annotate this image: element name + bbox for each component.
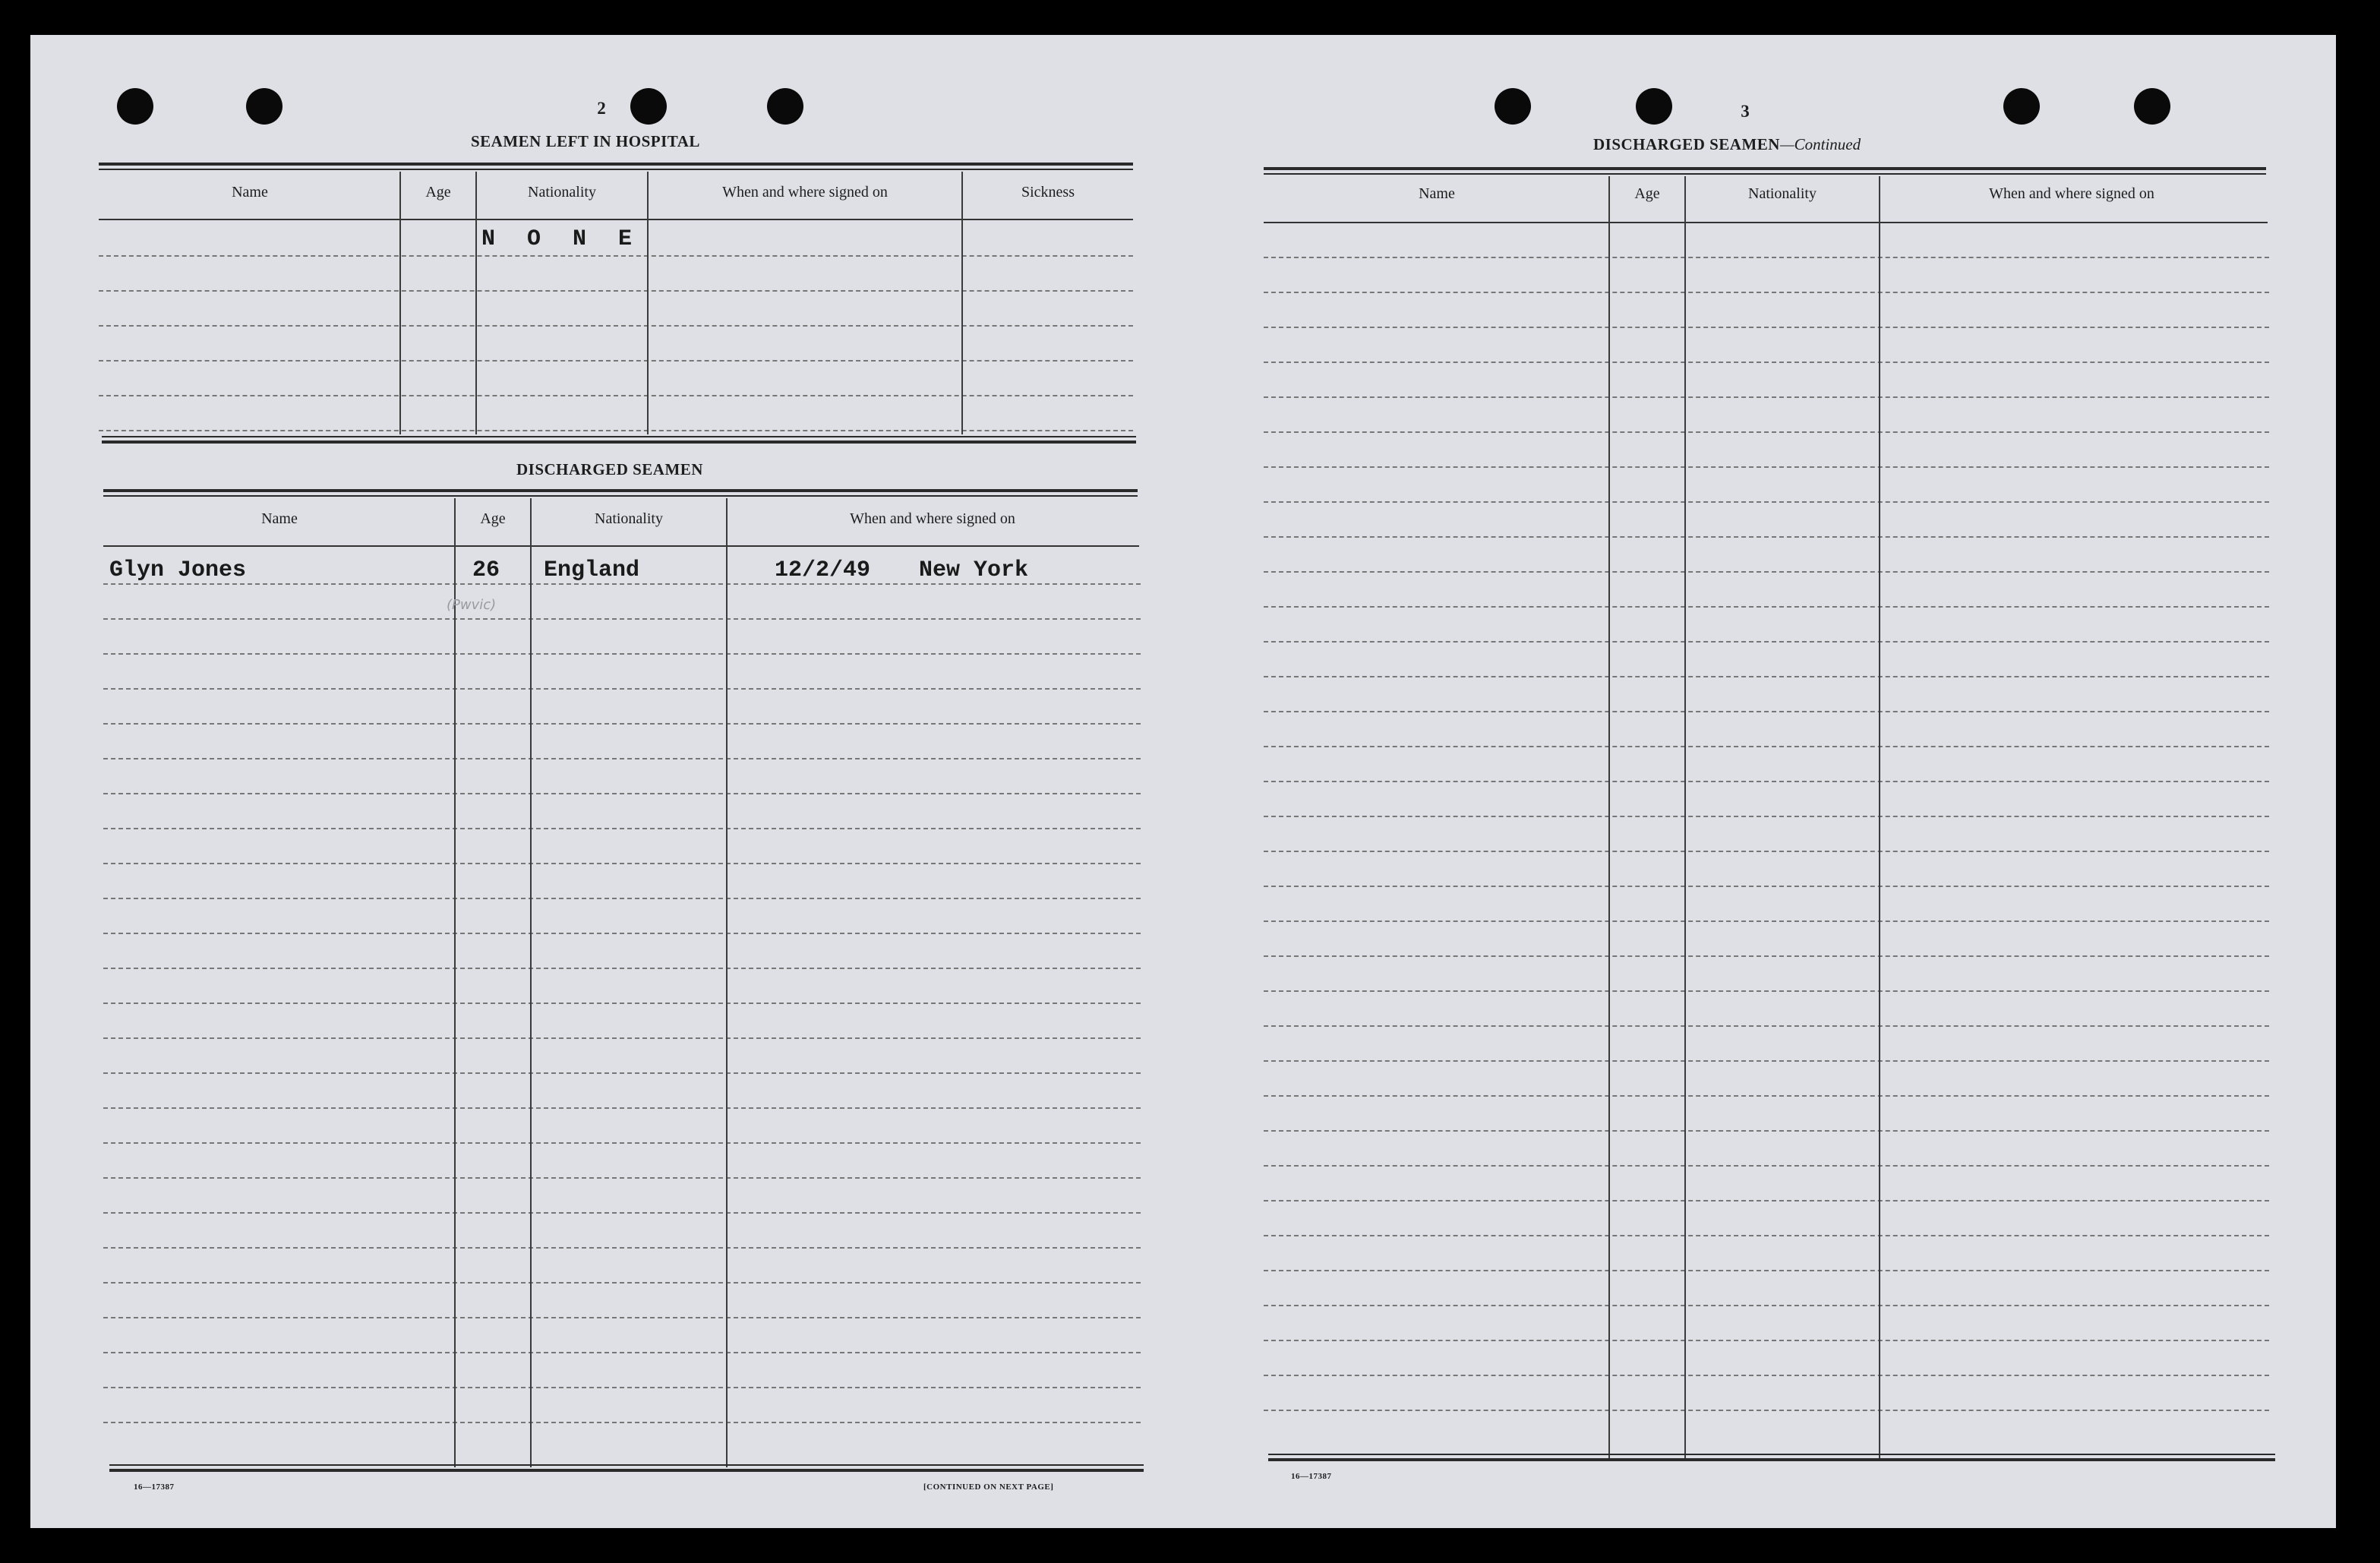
row-line: [103, 1142, 1141, 1144]
row-line: [1264, 1270, 2269, 1271]
row-line: [103, 1212, 1141, 1214]
row-line: [103, 898, 1141, 899]
row-line: [103, 758, 1141, 759]
col-header-nationality: Nationality: [528, 184, 596, 201]
row-line: [103, 688, 1141, 690]
row-line: [1264, 641, 2269, 643]
row-line: [1264, 257, 2269, 258]
row-line: [1264, 571, 2269, 573]
col-header-age: Age: [1634, 185, 1660, 202]
row-line: [1264, 1165, 2269, 1167]
row-line: [103, 863, 1141, 864]
row-line: [1264, 711, 2269, 712]
row-line: [103, 1282, 1141, 1284]
row-line: [1264, 1305, 2269, 1306]
row-line: [1264, 676, 2269, 677]
col-header-nationality: Nationality: [595, 510, 663, 527]
pencil-annotation: (Pwvic): [447, 597, 497, 613]
row-line: [99, 325, 1133, 327]
col-divider: [1879, 176, 1880, 1458]
col-header-name: Name: [232, 184, 268, 201]
table-top-rule: [103, 495, 1138, 497]
row-line: [1264, 1340, 2269, 1341]
table-bottom-rule: [1268, 1458, 2275, 1461]
row-line: [1264, 501, 2269, 503]
row-line: [1264, 886, 2269, 887]
punch-hole: [767, 88, 803, 125]
header-rule: [99, 219, 1133, 220]
col-divider: [399, 172, 401, 434]
punch-hole: [630, 88, 667, 125]
row-line: [103, 1387, 1141, 1388]
col-divider: [530, 498, 532, 1467]
row-line: [99, 430, 1133, 431]
col-header-nationality: Nationality: [1748, 185, 1817, 202]
seaman-nationality: England: [544, 557, 640, 583]
col-header-sickness: Sickness: [1021, 184, 1075, 201]
row-line: [1264, 292, 2269, 293]
col-divider: [726, 498, 728, 1467]
page-number: 2: [597, 99, 606, 118]
seaman-signed-date: 12/2/49: [775, 557, 871, 583]
col-divider: [454, 498, 456, 1467]
table-bottom-rule: [109, 1469, 1144, 1472]
row-line: [1264, 955, 2269, 957]
table-bottom-rule: [102, 436, 1136, 437]
row-line: [103, 583, 1141, 585]
discharged-section-title: DISCHARGED SEAMEN: [516, 460, 703, 478]
row-line: [103, 1107, 1141, 1109]
col-divider: [1684, 176, 1686, 1458]
form-number: 16—17387: [134, 1482, 175, 1492]
row-line: [99, 255, 1133, 257]
table-top-rule: [103, 489, 1138, 492]
seaman-name: Glyn Jones: [109, 557, 247, 583]
row-line: [103, 618, 1141, 620]
col-divider: [475, 172, 477, 434]
row-line: [1264, 990, 2269, 992]
row-line: [103, 723, 1141, 725]
row-line: [103, 968, 1141, 969]
row-line: [99, 360, 1133, 362]
table-top-rule: [99, 163, 1133, 166]
punch-hole: [117, 88, 153, 125]
punch-hole: [246, 88, 283, 125]
row-line: [1264, 362, 2269, 363]
row-line: [103, 1247, 1141, 1249]
seaman-age: 26: [472, 557, 500, 583]
hospital-entry: N O N E: [481, 226, 642, 252]
table-bottom-rule: [1268, 1454, 2275, 1455]
row-line: [103, 1317, 1141, 1318]
table-bottom-rule: [109, 1464, 1144, 1466]
row-line: [103, 1177, 1141, 1179]
row-line: [1264, 431, 2269, 433]
punch-hole: [2003, 88, 2040, 125]
row-line: [1264, 1235, 2269, 1236]
table-top-rule: [1264, 167, 2266, 170]
row-line: [1264, 1410, 2269, 1411]
header-rule: [103, 545, 1139, 547]
row-line: [1264, 1025, 2269, 1027]
col-divider: [647, 172, 649, 434]
col-header-name: Name: [1419, 185, 1455, 202]
row-line: [1264, 606, 2269, 608]
row-line: [99, 290, 1133, 292]
hospital-section-title: SEAMEN LEFT IN HOSPITAL: [471, 132, 700, 150]
table-bottom-rule: [102, 440, 1136, 444]
punch-hole: [1495, 88, 1531, 125]
row-line: [103, 1037, 1141, 1039]
row-line: [1264, 816, 2269, 817]
col-header-age: Age: [425, 184, 451, 201]
row-line: [103, 653, 1141, 655]
discharged-continued-title: DISCHARGED SEAMEN—Continued: [1593, 135, 1861, 153]
col-header-name: Name: [261, 510, 298, 527]
header-rule: [1264, 222, 2268, 223]
table-top-rule: [1264, 173, 2266, 175]
row-line: [1264, 781, 2269, 782]
table-top-rule: [99, 169, 1133, 170]
punch-hole: [2134, 88, 2170, 125]
row-line: [103, 828, 1141, 829]
row-line: [103, 1352, 1141, 1353]
row-line: [103, 793, 1141, 794]
col-header-age: Age: [480, 510, 506, 527]
row-line: [1264, 1200, 2269, 1201]
seaman-signed-place: New York: [919, 557, 1029, 583]
row-line: [1264, 327, 2269, 328]
col-header-signed-on: When and where signed on: [850, 510, 1015, 527]
row-line: [1264, 396, 2269, 398]
row-line: [103, 1422, 1141, 1423]
row-line: [103, 1003, 1141, 1004]
row-line: [1264, 920, 2269, 922]
form-number: 16—17387: [1291, 1472, 1332, 1481]
col-divider: [961, 172, 963, 434]
page-number: 3: [1741, 102, 1750, 121]
left-page: [30, 35, 1169, 1528]
row-line: [1264, 536, 2269, 538]
form-sheet: [30, 35, 2336, 1528]
row-line: [1264, 1130, 2269, 1132]
row-line: [1264, 466, 2269, 468]
punch-hole: [1636, 88, 1672, 125]
row-line: [103, 1072, 1141, 1074]
row-line: [1264, 746, 2269, 747]
right-page: [1185, 35, 2336, 1528]
row-line: [1264, 851, 2269, 852]
row-line: [1264, 1060, 2269, 1062]
row-line: [103, 933, 1141, 934]
row-line: [1264, 1375, 2269, 1376]
col-divider: [1608, 176, 1610, 1458]
row-line: [1264, 1095, 2269, 1097]
continued-note: [CONTINUED ON NEXT PAGE]: [923, 1482, 1054, 1492]
col-header-signed-on: When and where signed on: [722, 184, 888, 201]
col-header-signed-on: When and where signed on: [1989, 185, 2154, 202]
row-line: [99, 395, 1133, 396]
